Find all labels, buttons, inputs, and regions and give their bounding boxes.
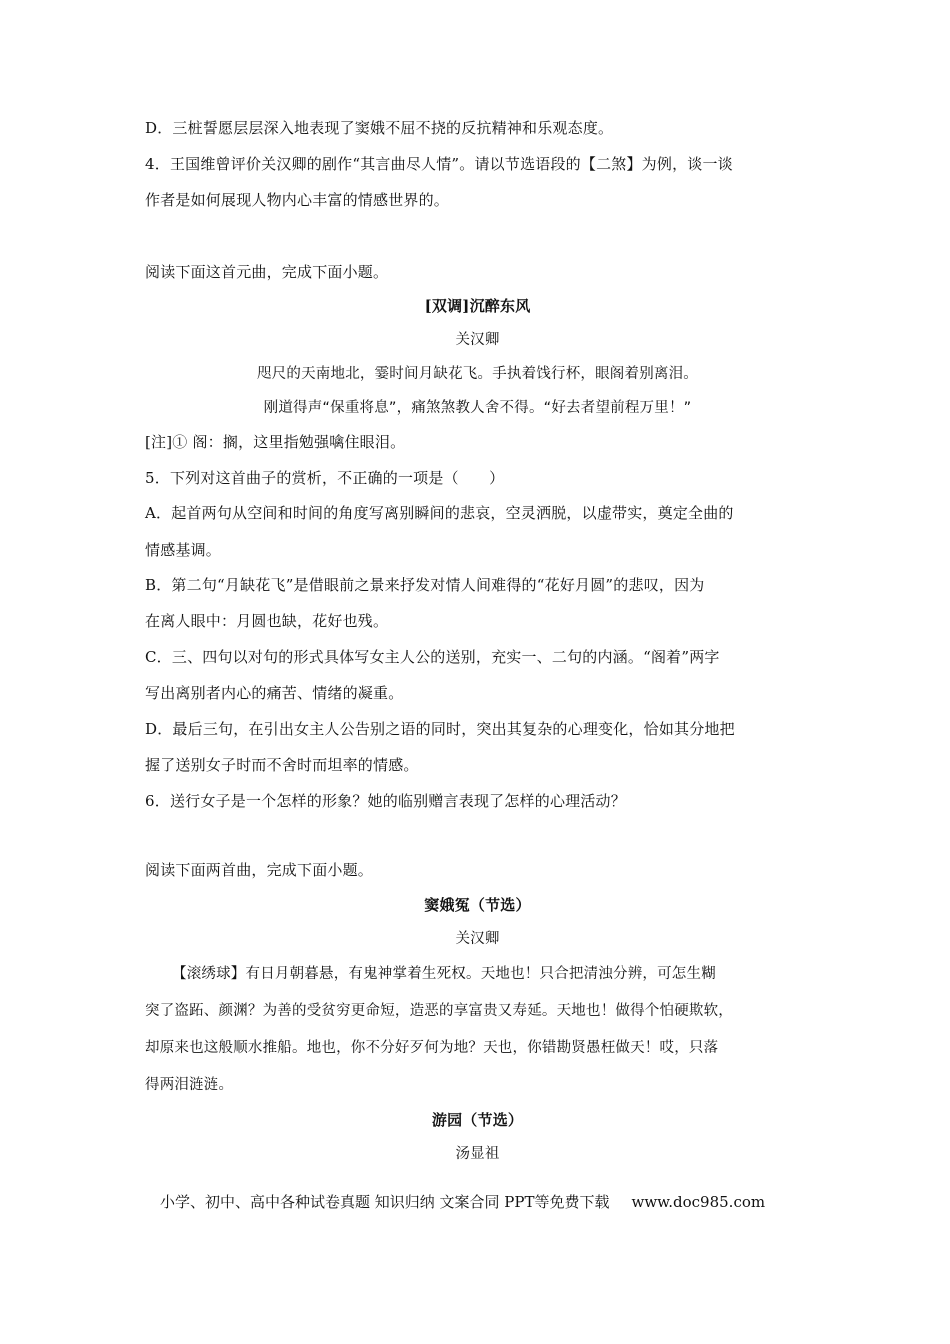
option-a-line1: A．起首两句从空间和时间的角度写离别瞬间的悲哀，空灵洒脱，以虚带实，奠定全曲的 — [145, 504, 734, 522]
poem-title: [双调]沉醉东风 — [424, 297, 531, 315]
excerpt-2-title: 游园（节选） — [431, 1111, 524, 1129]
option-b-line2: 在离人眼中：月圆也缺，花好也残。 — [145, 612, 389, 630]
question-6: 6．送行女子是一个怎样的形象？她的临别赠言表现了怎样的心理活动？ — [145, 792, 626, 810]
question-5: 5．下列对这首曲子的赏析，不正确的一项是（ ） — [145, 469, 505, 487]
option-c-line2: 写出离别者内心的痛苦、情绪的凝重。 — [145, 684, 404, 702]
footer-text: 小学、初中、高中各种试卷真题 知识归纳 文案合同 PPT等免费下载 — [160, 1193, 610, 1211]
option-c-line1: C．三、四句以对句的形式具体写女主人公的送别，充实一、二句的内涵。“阁着”两字 — [145, 648, 720, 666]
page-footer — [160, 1192, 800, 1212]
option-d-text: D．三桩誓愿层层深入地表现了窦娥不屈不挠的反抗精神和乐观态度。 — [145, 119, 614, 137]
option-d-line2: 握了送别女子时而不舍时而坦率的情感。 — [145, 756, 419, 774]
reading-intro-1: 阅读下面这首元曲，完成下面小题。 — [145, 263, 389, 281]
excerpt-1-line2: 突了盗跖、颜渊？为善的受贫穷更命短，造恶的享富贵又寿延。天地也！做得个怕硬欺软， — [145, 1003, 733, 1019]
excerpt-1-title: 窦娥冤（节选） — [424, 896, 531, 914]
poem-note: [注]① 阁：搁，这里指勉强噙住眼泪。 — [145, 433, 406, 451]
poem-author: 关汉卿 — [455, 332, 500, 348]
footer-url[interactable]: www.doc985.com — [631, 1193, 766, 1211]
excerpt-2-author: 汤显祖 — [455, 1146, 500, 1162]
option-d-line1: D．最后三句，在引出女主人公告别之语的同时，突出其复杂的心理变化，恰如其分地把 — [145, 720, 735, 738]
option-a-line2: 情感基调。 — [145, 541, 222, 559]
option-b-line1: B．第二句“月缺花飞”是借眼前之景来抒发对情人间难得的“花好月圆”的悲叹，因为 — [145, 576, 705, 594]
reading-intro-2: 阅读下面两首曲，完成下面小题。 — [145, 861, 374, 879]
poem-line-2: 刚道得声“保重将息”，痛煞煞教人舍不得。“好去者望前程万里！” — [263, 400, 692, 416]
question-4-line2: 作者是如何展现人物内心丰富的情感世界的。 — [145, 191, 450, 209]
excerpt-1-line1: 【滚绣球】有日月朝暮悬，有鬼神掌着生死权。天地也！只合把清浊分辨，可怎生糊 — [172, 966, 716, 982]
question-4-line1: 4．王国维曾评价关汉卿的剧作“其言曲尽人情”。请以节选语段的【二煞】为例，谈一谈 — [145, 155, 733, 173]
excerpt-1-author: 关汉卿 — [455, 931, 500, 947]
excerpt-1-line3: 却原来也这般顺水推船。地也，你不分好歹何为地？天也，你错勘贤愚枉做天！哎，只落 — [145, 1040, 719, 1056]
excerpt-1-line4: 得两泪涟涟。 — [145, 1077, 234, 1093]
poem-line-1: 咫尺的天南地北，霎时间月缺花飞。手执着饯行杯，眼阁着别离泪。 — [257, 366, 698, 382]
